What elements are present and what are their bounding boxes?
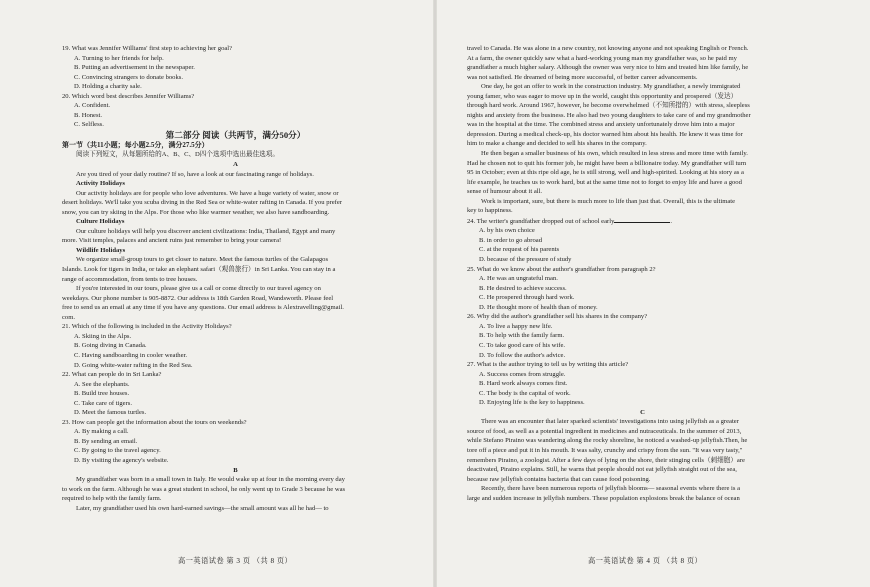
paragraph-line: My grandfather was born in a small town in Italy. He would wake up at four in the morning every day [76,476,345,484]
paragraph-line: Recently, there have been numerous reports of jellyfish blooms— seasonal events where there is a [481,485,741,493]
passage-a [62,160,409,322]
option: B. Putting an advertisement in the newspaper. [74,64,195,72]
option: A. He was an ungrateful man. [479,275,558,283]
option: C. To take good care of his wife. [479,341,566,349]
option: B. in order to go abroad [479,236,542,244]
option: D. Enjoying life is the key to happiness. [479,399,585,407]
option: B. To help with the family farm. [479,332,565,340]
paragraph-line: We organize small-group tours to get closer to nature. Meet the famous turtles of the Galapagos [76,256,329,264]
right-page [467,44,818,503]
passage-letter: C [640,408,645,416]
subheading: Activity Holidays [76,180,125,188]
option: A. Skiing in the Alps. [74,332,132,340]
paragraph-line: Our culture holidays will help you discover ancient civilizations: India, Thailand, Egypt and many [76,227,336,235]
option: C. Convincing strangers to donate books. [74,73,183,81]
option: D. By visiting the agency's website. [74,456,169,464]
paragraph-line: free to send us an email at any time if you have any questions. Our email address is Alextravelling@gmail. [62,304,344,312]
option: B. By sending an email. [74,437,138,445]
paragraph-line: him to make a change and decided to sell his shares in the company. [467,140,647,148]
option: C. Having sandboarding in cooler weather. [74,351,187,359]
question-21 [62,322,409,370]
answer-blank [614,216,670,223]
option: B. Hard work always comes first. [479,380,568,388]
paragraph-line: If you're interested in our tours, please give us a call or come directly to our travel agency on [76,285,321,293]
section-title: 第一节（共11小题；每小题2.5分，满分27.5分） [62,140,209,149]
paragraph-line: com. [62,313,76,321]
paragraph-line: At a farm, the owner quickly saw what a hard-working young man my grandfather was, so he paid my [467,54,737,62]
paragraph-line: Islands. Look for tigers in India, or take an elephant safari（观兽旅行）in Sri Lanka. You can stay in a [62,266,336,274]
option: A. Turning to her friends for help. [74,54,164,62]
paragraph-line: more. Visit temples, palaces and ancient ruins just remember to bring your camera! [62,237,282,245]
option: D. He thought more of health than of money. [479,303,598,311]
paragraph-line: because raw jellyfish contains bacteria that can cause food poisoning. [467,475,651,483]
option: D. Meet the famous turtles. [74,409,147,417]
passage-letter: A [233,161,238,169]
page-footer-left: 高一英语试卷 第 3 页 （共 8 页） [178,557,293,565]
passage-c [467,408,818,503]
subheading: Culture Holidays [76,218,125,226]
option: A. By making a call. [74,428,129,436]
option: A. Confident. [74,102,111,110]
question-stem: 19. What was Jennifer Williams' first step to achieving her goal? [62,45,233,52]
paragraph-line: while Stefano Piraino was wandering along the rocky shoreline, he noticed a washed-up jellyfish.Then, he [467,437,748,445]
paragraph-line: was not satisfied. He dreamed of being more successful, of better career advancements. [467,73,698,81]
option: D. Going white-water rafting in the Red Sea. [74,361,193,369]
paragraph-line: sense of humour about it all. [467,188,543,196]
paragraph-line: One day, he got an offer to work in the construction industry. My grandfather, a newly immigrated [481,83,741,91]
question-27 [467,360,818,408]
option: A. See the elephants. [74,380,130,388]
paragraph-line: key to happiness. [467,207,513,215]
paragraph: Are you tired of your daily routine? If so, have a look at our fascinating range of holidays. [76,170,314,178]
question-23 [62,418,409,466]
question-stem: 25. What do we know about the author's grandfather from paragraph 2? [467,265,656,273]
paragraph-line: remembers Piraino, a zoologist. After a few days of lying on the shore, their stinging cells（刺细胞）are [467,456,745,464]
question-26 [467,312,818,360]
option: C. He prospered through hard work. [479,294,575,302]
question-stem: 26. Why did the author's grandfather sell his shares in the company? [467,313,648,321]
paragraph-line: depression. During a medical check-up, his doctor warned him about his health. He knew it was time for [467,130,743,138]
paragraph-line: range of accommodation, from tents to tree houses. [62,275,198,283]
paragraph-line: Later, my grandfather used his own hard-earned savings—the small amount was all he had— to [76,504,329,512]
paragraph-line: travel to Canada. He was alone in a new country, not knowing anyone and not speaking English or French. [467,45,749,52]
section-instruction: 阅读下列短文，从每题所给的A、B、C、D四个选项中选出最佳选项。 [76,151,279,159]
option: A. To live a happy new life. [479,322,553,330]
question-25 [467,265,818,313]
option: C. The body is the capital of work. [479,389,571,397]
option: B. Build tree houses. [74,390,130,398]
paragraph-line: was in the hospital at the time. The combined stress and anxiety unfortunately drove him into a major [467,121,735,129]
option: C. Take care of tigers. [74,399,133,407]
page-footer-right: 高一英语试卷 第 4 页 （共 8 页） [588,557,703,565]
question-22 [62,370,409,418]
question-stem: 27. What is the author trying to tell us by writing this article? [467,361,629,369]
paragraph-line: There was an encounter that later sparked scientists' investigations into using jellyfish as a greater [481,418,739,426]
option: A. Success comes from struggle. [479,370,566,378]
passage-b [62,466,409,514]
question-stem: 21. Which of the following is included in the Activity Holidays? [62,323,232,331]
question-24 [467,216,818,265]
page-fold [433,0,437,587]
option: C. By going to the travel agency. [74,447,161,455]
question-stem-text: 24. The writer's grandfather dropped out of school early [467,217,615,225]
paragraph-line: large and sudden increase in jellyfish numbers. These population explosions break the balance of ocean [467,494,740,502]
question-stem: 22. What can people do in Sri Lanka? [62,371,162,379]
paragraph-line: source of food, as well as a potential ingredient in medicines and nutraceuticals. In the summer of 2013, [467,427,742,435]
passage-letter: B [233,466,238,474]
question-20 [62,92,409,130]
paragraph-line: nights and anxiety from the business. He also had two young daughters to take care of and my grandmother [467,111,751,119]
question-stem: 24. The writer's grandfather dropped out of school early . [467,217,673,225]
paragraph-line: He then began a smaller business of his own, which resulted in less stress and more time with family. [481,150,748,158]
paragraph-line: Our activity holidays are for people who love adventures. We have a huge variety of water, snow or [76,189,339,197]
paragraph-line: weekdays. Our phone number is 905-8872. Our address is 18th Garden Road, Wandsworth. Please feel [62,294,334,302]
option: A. by his own choice [479,227,535,235]
left-page [62,44,409,513]
paragraph-line: life example, he teaches us to work hard, but at the same time not to forget to enjoy life and have a good [467,178,742,186]
paragraph-line: deactivated, Piraino explains. Still, he warns that people should not eat jellyfish straight out of the sea, [467,466,737,474]
paragraph-line: tore off a piece and put it in his mouth. It was salty, crunchy and crispy from the sun. "It was very tasty," [467,446,743,454]
option: D. To follow the author's advice. [479,351,566,359]
option: D. because of the pressure of study [479,256,572,264]
paragraph-line: Work is important, sure, but there is much more to life than just that. Overall, this is the ultimate [481,197,736,205]
option: C. at the request of his parents [479,246,560,254]
question-stem: 23. How can people get the information about the tours on weekends? [62,418,247,426]
paragraph-line: Had he chosen not to quit his former job, he might have been a billionaire today. My grandfather will turn [467,159,747,167]
paragraph-line: young famer, who was eager to move up in the world, caught this opportunity and prospered（发达） [467,92,738,100]
paragraph-line: grandfather a much higher salary. Although the owner was very nice to him and treated him like family, he [467,64,749,72]
subheading: Wildlife Holidays [76,246,126,254]
paragraph-line: snow, you can try skiing in the Alps. For those who like warmer weather, we also have sandboarding. [62,208,330,216]
question-stem: 20. Which word best describes Jennifer Williams? [62,92,195,100]
option: B. Going diving in Canada. [74,342,147,350]
question-19 [62,44,409,92]
option: C. Selfless. [74,121,104,129]
paragraph-line: 95 in October; even at this ripe old age, he is still strong, well and high-spirited. Looking at his story as a [467,169,744,177]
passage-b-continued [467,44,818,216]
paragraph-line: required to help with the family farm. [62,495,162,503]
paragraph-line: desert holidays. We'll take you scuba diving in the Red Sea or white-water rafting in Canada. If you prefer [62,199,342,207]
paragraph-line: to work on the farm. Although he was a great student in school, he only went up to Grade 3 because he was [62,485,346,493]
paragraph-line: through hard work. Around 1967, however, he become overwhelmed（不知所措的）with stress, sleepless [467,102,750,110]
option: B. He desired to achieve success. [479,284,567,292]
option: B. Honest. [74,111,103,119]
part-title: 第二部分 阅读（共两节，满分50分） [165,129,306,140]
option: D. Holding a charity sale. [74,83,142,91]
